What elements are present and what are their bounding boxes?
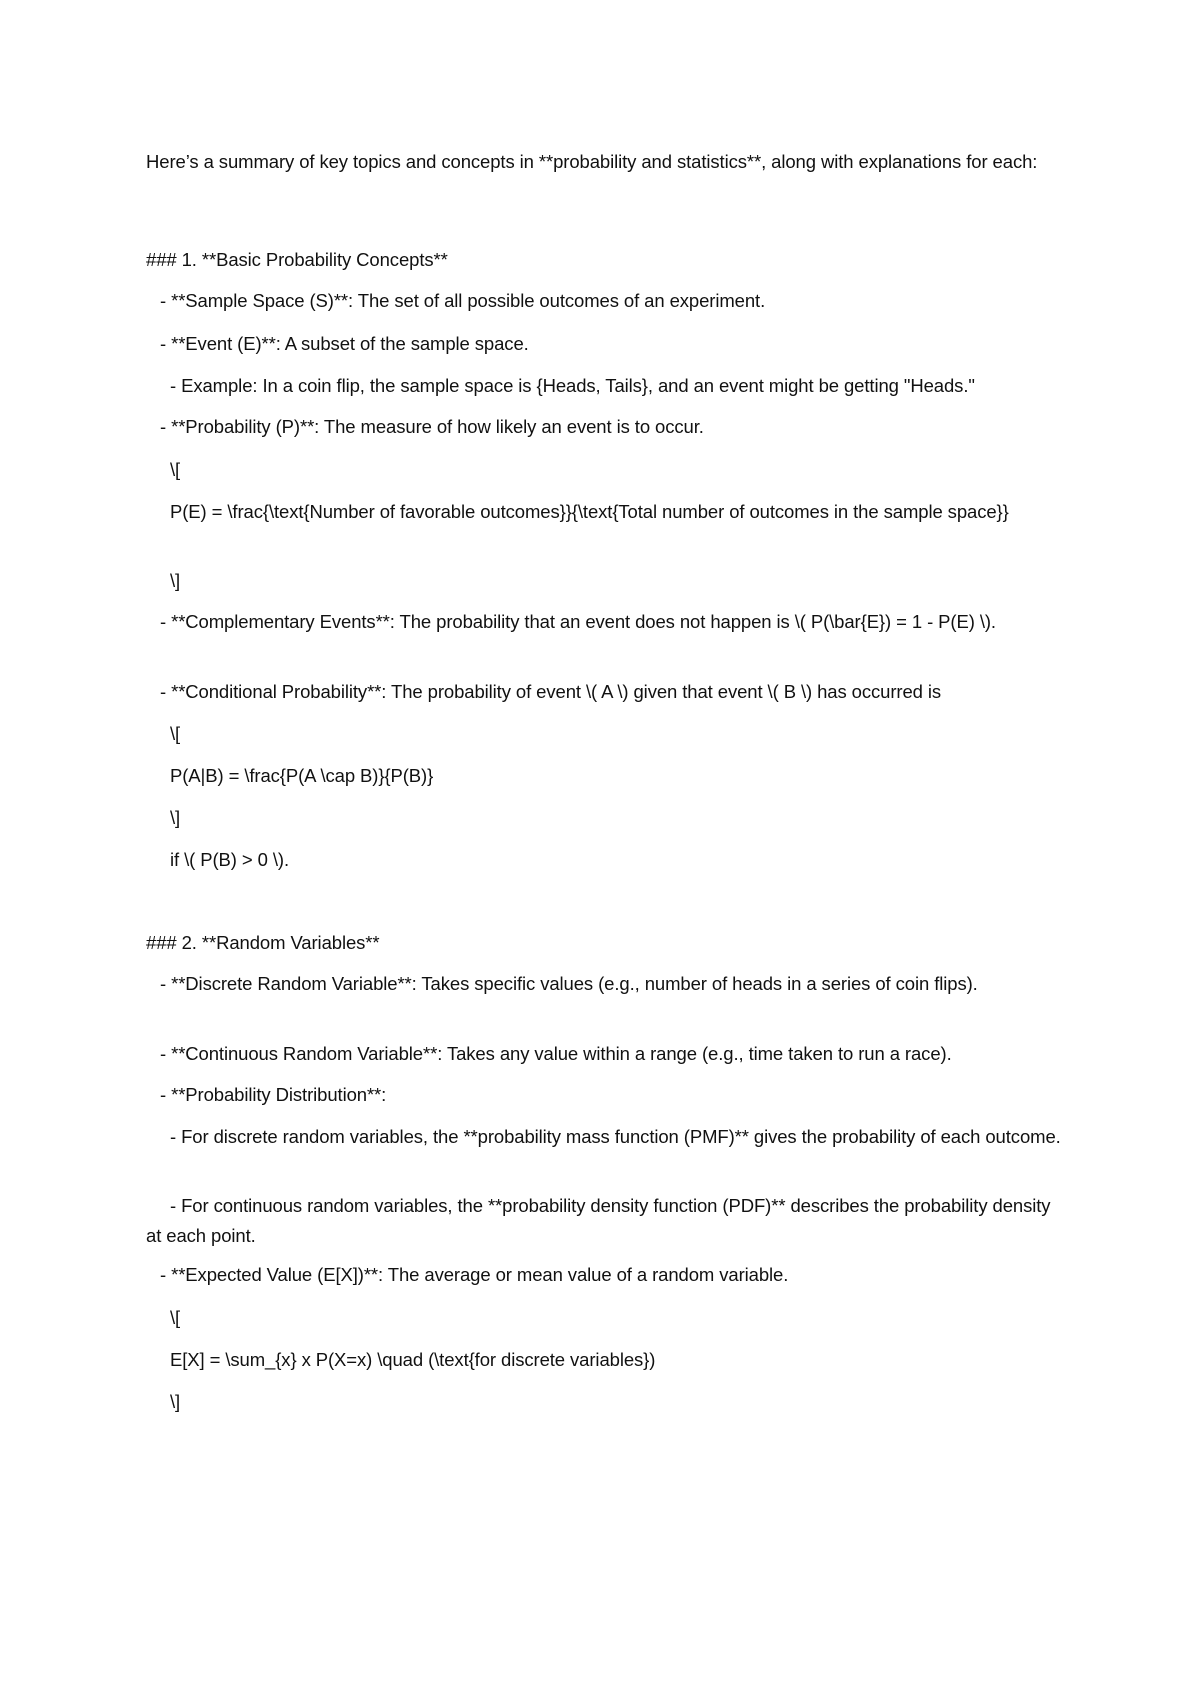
probability-distribution-item: - **Probability Distribution**: (160, 1084, 387, 1105)
event-item: - **Event (E)**: A subset of the sample space. (160, 333, 529, 354)
probability-item: - **Probability (P)**: The measure of how likely an event is to occur. (160, 416, 704, 437)
expected-value-formula: E[X] = \sum_{x} x P(X=x) \quad (\text{for discrete variables}) (170, 1349, 656, 1370)
pmf-item: - For discrete random variables, the **probability mass function (PMF)** gives the probability of each outcome. (170, 1126, 1061, 1147)
continuous-variable-item: - **Continuous Random Variable**: Takes any value within a range (e.g., time taken to run a race). (160, 1043, 952, 1064)
formula-open-bracket: \[ (170, 1307, 181, 1328)
discrete-variable-item: - **Discrete Random Variable**: Takes specific values (e.g., number of heads in a series of coin flips). (160, 973, 978, 994)
conditional-probability-item: - **Conditional Probability**: The probability of event \( A \) given that event \( B \) has occurred is (160, 681, 942, 702)
expected-value-item: - **Expected Value (E[X])**: The average or mean value of a random variable. (160, 1264, 789, 1285)
complementary-events-item: - **Complementary Events**: The probability that an event does not happen is \( P(\bar{E}) = 1 - P(E) \). (160, 611, 996, 632)
conditional-condition: if \( P(B) > 0 \). (170, 849, 289, 870)
formula-close-bracket: \] (170, 570, 181, 591)
example-item: - Example: In a coin flip, the sample space is {Heads, Tails}, and an event might be getting "Heads." (170, 375, 975, 396)
pdf-item: - For continuous random variables, the **probability density function (PDF)** describes the probability density at each point. (146, 1195, 1051, 1246)
sample-space-item: - **Sample Space (S)**: The set of all possible outcomes of an experiment. (160, 290, 766, 311)
section-2-heading: ### 2. **Random Variables** (146, 932, 380, 953)
probability-formula: P(E) = \frac{\text{Number of favorable outcomes}}{\text{Total number of outcomes in the sample space}} (170, 501, 1009, 522)
formula-close-bracket: \] (170, 1391, 181, 1412)
intro-paragraph: Here’s a summary of key topics and concepts in **probability and statistics**, along with explanations for each: (146, 151, 1038, 172)
formula-open-bracket: \[ (170, 459, 181, 480)
section-1-heading: ### 1. **Basic Probability Concepts** (146, 249, 448, 270)
formula-close-bracket: \] (170, 807, 181, 828)
formula-open-bracket: \[ (170, 723, 181, 744)
conditional-formula: P(A|B) = \frac{P(A \cap B)}{P(B)} (170, 765, 434, 786)
